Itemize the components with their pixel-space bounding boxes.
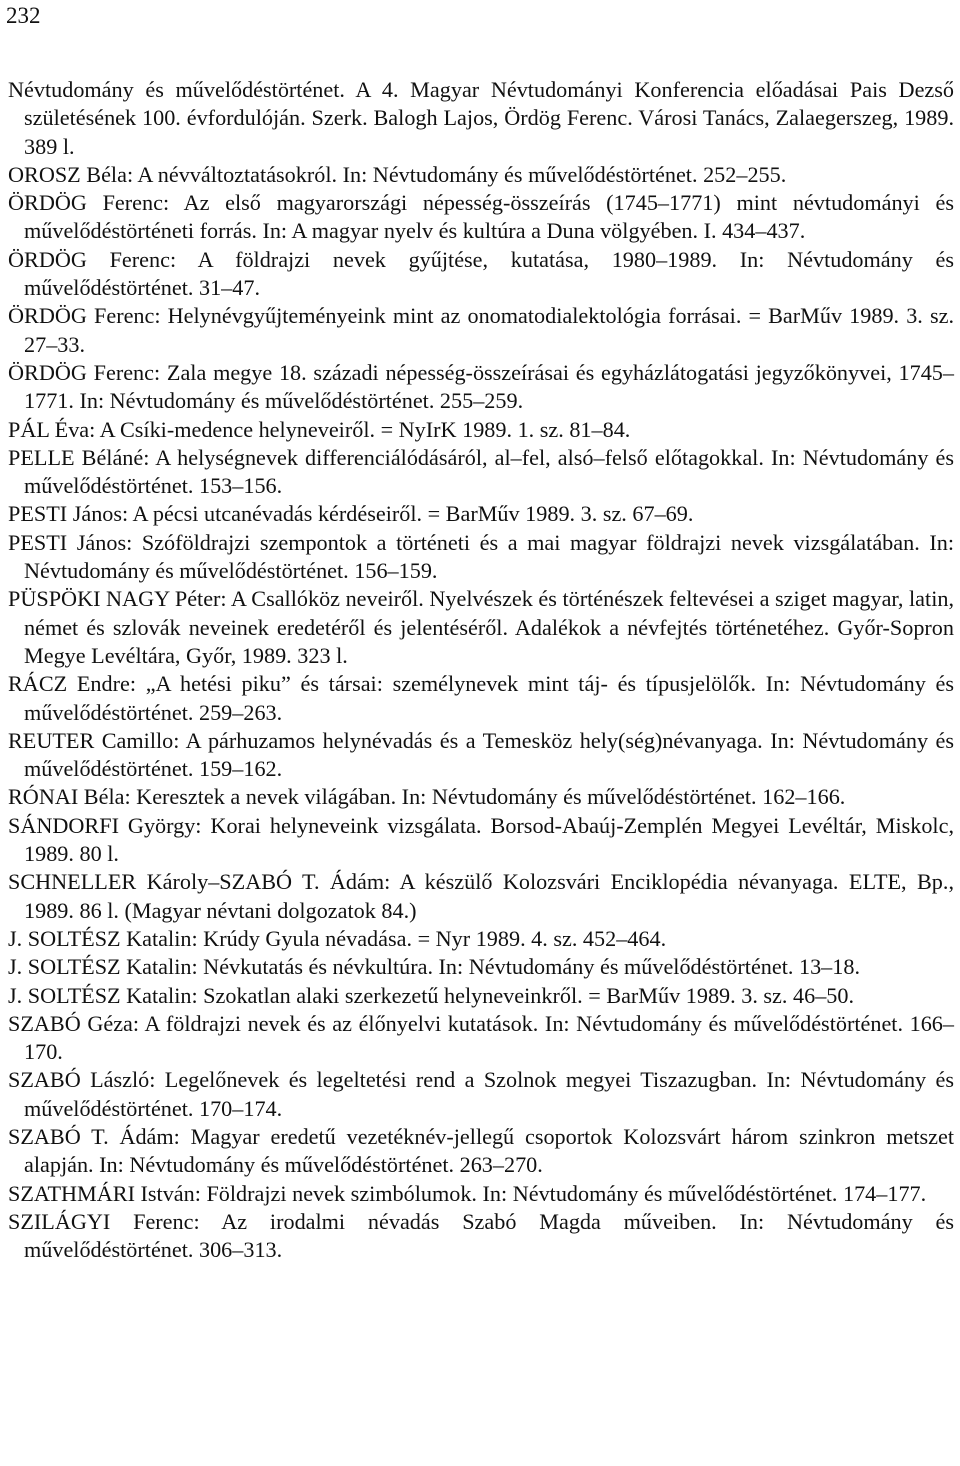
bibliography-entry: PÁL Éva: A Csíki-medence helyneveiről. = NyIrK 1989. 1. sz. 81–84. — [8, 416, 631, 442]
bibliography-entry: SCHNELLER Károly–SZABÓ T. Ádám: A készülő Kolozsvári Enciklopédia névanyaga. ELTE, Bp., 1989. 86 l. (Magyar névtani dolgozatok 84.) — [8, 869, 954, 923]
bibliography-entry: SÁNDORFI György: Korai helyneveink vizsgálata. Borsod-Abaúj-Zemplén Megyei Levéltár, Miskolc, 1989. 80 l. — [8, 812, 954, 867]
bibliography-entry: Névtudomány és művelődéstörténet. A 4. Magyar Névtudományi Konferencia előadásai Pais Dezső születésének 100. évfordulóján. Szerk. Balogh Lajos, Ördög Ferenc. Városi Tanács, Zalaegerszeg, 1989. 389 l. — [8, 77, 954, 159]
bibliography-entry: ÖRDÖG Ferenc: A földrajzi nevek gyűjtése, kutatása, 1980–1989. In: Névtudomány és művelődéstörténet. 31–47. — [8, 246, 954, 301]
bibliography-list — [8, 76, 954, 1264]
bibliography-entry: PELLE Béláné: A helységnevek differenciálódásáról, al–fel, alsó–felső előtagokkal. In: Névtudomány és művelődéstörténet. 153–156. — [8, 444, 954, 499]
bibliography-entry: PESTI János: Szóföldrajzi szempontok a történeti és a mai magyar földrajzi nevek vizsgálatában. In: Névtudomány és művelődéstörténet. 156–159. — [8, 529, 954, 584]
bibliography-entry: SZATHMÁRI István: Földrajzi nevek szimbólumok. In: Névtudomány és művelődéstörténet. 174–177. — [8, 1180, 927, 1206]
bibliography-entry: SZABÓ Géza: A földrajzi nevek és az élőnyelvi kutatások. In: Névtudomány és művelődéstörténet. 166–170. — [8, 1010, 954, 1065]
bibliography-entry: SZABÓ László: Legelőnevek és legeltetési rend a Szolnok megyei Tiszazugban. In: Névtudomány és művelődéstörténet. 170–174. — [8, 1067, 954, 1121]
bibliography-entry: SZILÁGYI Ferenc: Az irodalmi névadás Szabó Magda műveiben. In: Névtudomány és művelődéstörténet. 306–313. — [8, 1208, 954, 1263]
bibliography-entry: J. SOLTÉSZ Katalin: Névkutatás és névkultúra. In: Névtudomány és művelődéstörténet. 13–18. — [8, 954, 861, 980]
bibliography-entry: ÖRDÖG Ferenc: Zala megye 18. századi népesség-összeírásai és egyházlátogatási jegyzőkönyvei, 1745–1771. In: Névtudomány és művelődéstörténet. 255–259. — [8, 359, 954, 414]
bibliography-entry: REUTER Camillo: A párhuzamos helynévadás és a Temesköz hely(ség)névanyaga. In: Névtudomány és művelődéstörténet. 159–162. — [8, 727, 954, 782]
bibliography-entry: PESTI János: A pécsi utcanévadás kérdéseiről. = BarMűv 1989. 3. sz. 67–69. — [8, 501, 694, 527]
bibliography-entry: J. SOLTÉSZ Katalin: Krúdy Gyula névadása. = Nyr 1989. 4. sz. 452–464. — [8, 925, 667, 951]
bibliography-entry: PÜSPÖKI NAGY Péter: A Csallóköz neveiről. Nyelvészek és történészek feltevései a sziget magyar, latin, német és szlovák neveinek eredetéről és jelentéséről. Adalékok a névfejtés történetéhez. Győr-Sopron Megye Levéltára, Győr, 1989. 323 l. — [8, 586, 954, 668]
bibliography-entry: RÁCZ Endre: „A hetési piku” és társai: személynevek mint táj- és típusjelölők. In: Névtudomány és művelődéstörténet. 259–263. — [8, 671, 954, 725]
bibliography-entry: J. SOLTÉSZ Katalin: Szokatlan alaki szerkezetű helyneveinkről. = BarMűv 1989. 3. sz. 46–50. — [8, 982, 855, 1008]
bibliography-entry: ÖRDÖG Ferenc: Helynévgyűjteményeink mint az onomatodialektológia forrásai. = BarMűv 1989. 3. sz. 27–33. — [8, 303, 954, 357]
bibliography-entry: SZABÓ T. Ádám: Magyar eredetű vezetéknév-jellegű csoportok Kolozsvárt három szinkron metszet alapján. In: Névtudomány és művelődéstörténet. 263–270. — [8, 1123, 954, 1178]
bibliography-entry: RÓNAI Béla: Keresztek a nevek világában. In: Névtudomány és művelődéstörténet. 162–166. — [8, 784, 846, 810]
bibliography-entry: ÖRDÖG Ferenc: Az első magyarországi népesség-összeírás (1745–1771) mint névtudományi és művelődéstörténeti forrás. In: A magyar nyelv és kultúra a Duna völgyében. I. 434–437. — [8, 190, 954, 244]
bibliography-entry: OROSZ Béla: A névváltoztatásokról. In: Névtudomány és művelődéstörténet. 252–255. — [8, 161, 787, 187]
page-number: 232 — [6, 3, 41, 28]
